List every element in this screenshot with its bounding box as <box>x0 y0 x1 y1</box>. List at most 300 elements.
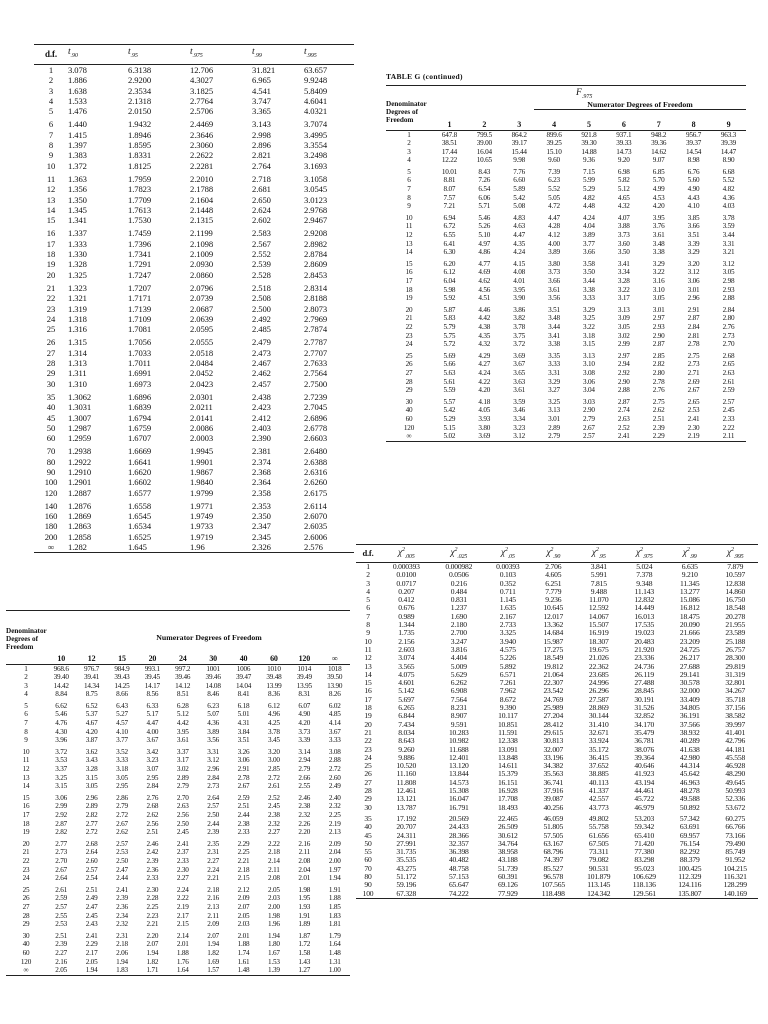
value-cell: 6.85 <box>652 167 665 176</box>
value-cell: 22.465 <box>497 813 518 823</box>
value-cell: 32.007 <box>543 744 564 754</box>
value-cell: 5.27 <box>116 710 128 719</box>
value-cell: 1.7171 <box>128 293 152 304</box>
value-cell: 2.11 <box>298 848 311 857</box>
value-cell: 6.43 <box>116 701 128 710</box>
df-cell: 28 <box>22 911 30 920</box>
value-cell: 2.6175 <box>304 487 328 498</box>
value-cell: 2.8982 <box>304 238 328 249</box>
value-cell: 2.61 <box>55 885 68 894</box>
value-cell: 2.79 <box>298 765 311 774</box>
value-cell: 1.635 <box>499 603 516 613</box>
value-cell: 11.070 <box>589 595 609 605</box>
value-cell: 3.43 <box>85 756 98 765</box>
value-cell: 2.72 <box>328 765 341 774</box>
value-cell: 32.801 <box>725 678 746 688</box>
value-cell: 18.307 <box>588 636 609 646</box>
value-cell: 10.851 <box>497 719 518 729</box>
df-cell: 20 <box>405 305 413 314</box>
value-cell: 2.07 <box>237 902 250 911</box>
value-cell: 2.764 <box>252 160 271 171</box>
value-cell: 2.1098 <box>190 238 214 249</box>
value-cell: 1.282 <box>68 542 87 553</box>
value-cell: 2.34 <box>116 911 128 920</box>
value-cell: 4.0321 <box>304 106 328 117</box>
value-cell: 3.05 <box>116 773 128 782</box>
value-cell: 1.372 <box>68 160 87 171</box>
value-cell: 6.965 <box>252 75 271 86</box>
value-cell: 1.440 <box>68 119 87 130</box>
df-cell: 18 <box>22 819 30 828</box>
value-cell: 18.548 <box>725 603 746 613</box>
table-row <box>386 257 746 269</box>
table-row <box>6 765 350 774</box>
value-cell: 10.283 <box>448 727 469 737</box>
value-cell: 2.57 <box>85 865 98 874</box>
value-cell: 3.05 <box>617 322 630 331</box>
value-cell: 2.33 <box>237 828 250 837</box>
value-cell: 2.896 <box>252 140 271 151</box>
value-cell: 10.117 <box>498 711 518 721</box>
value-cell: 7.815 <box>590 578 607 588</box>
value-cell: 2.17 <box>176 911 189 920</box>
value-cell: 2.32 <box>116 920 128 929</box>
value-cell: 1.96 <box>190 542 205 553</box>
value-cell: 27.587 <box>588 694 609 704</box>
value-cell: 3.25 <box>583 314 595 323</box>
value-cell: 2.5706 <box>190 106 214 117</box>
value-cell: 3.17 <box>617 294 630 303</box>
value-cell: 4.24 <box>478 368 491 377</box>
df-cell: 40 <box>46 402 56 413</box>
value-cell: 2.51 <box>237 802 250 811</box>
df-cell: ∞ <box>23 966 29 975</box>
value-cell: 2.88 <box>328 756 341 765</box>
value-cell: 2.19 <box>687 432 700 441</box>
table-row <box>34 498 354 511</box>
value-cell: 2.25 <box>328 811 341 819</box>
value-cell: 1.39 <box>268 966 280 975</box>
value-cell: 2.78 <box>687 340 700 349</box>
value-cell: 6.41 <box>443 239 456 248</box>
value-cell: 3.074 <box>398 653 415 663</box>
df-cell: 16 <box>364 686 372 696</box>
value-cell: 3.45 <box>268 736 280 745</box>
value-cell: 28.412 <box>543 719 564 729</box>
value-cell: 2.6260 <box>304 477 328 488</box>
value-cell: 1.9733 <box>190 521 214 532</box>
value-cell: 2.89 <box>85 802 98 811</box>
value-cell: 1.64 <box>176 966 189 975</box>
df-cell: 4 <box>24 690 28 699</box>
table-row <box>34 116 354 129</box>
value-cell: 0.484 <box>450 586 467 596</box>
value-cell: 2.31 <box>207 848 220 857</box>
value-cell: 3.96 <box>55 736 68 745</box>
value-cell: 1.6669 <box>128 446 152 457</box>
table-row <box>34 106 354 116</box>
value-cell: 35.172 <box>588 744 609 754</box>
value-cell: 3.16 <box>652 277 665 285</box>
value-cell: 2.22 <box>722 423 735 432</box>
value-cell: 2.52 <box>268 793 280 802</box>
value-cell: 6.28 <box>176 701 189 710</box>
df-cell: 50 <box>46 422 56 433</box>
numerator-col-header: ∞ <box>332 653 338 663</box>
value-cell: 7.779 <box>545 586 562 596</box>
value-cell: 2.21 <box>237 856 250 865</box>
table-row <box>386 248 746 257</box>
value-cell: 0.216 <box>450 578 467 588</box>
value-cell: 5.08 <box>513 202 526 211</box>
value-cell: 4.20 <box>478 386 491 395</box>
df-cell: 60 <box>46 433 56 444</box>
value-cell: 2.87 <box>652 340 665 349</box>
value-cell: 3.38 <box>583 285 595 294</box>
value-cell: 88.379 <box>679 855 700 865</box>
value-cell: 2.706 <box>545 562 562 571</box>
value-cell: 3.60 <box>617 239 630 248</box>
df-cell: 17 <box>364 694 372 704</box>
value-cell: 2.57 <box>583 432 595 441</box>
table-row <box>6 756 350 765</box>
value-cell: 1.314 <box>68 347 87 358</box>
df-cell: 11 <box>22 756 30 765</box>
value-cell: 5.42 <box>443 406 456 415</box>
t-df-header: d.f. <box>44 49 58 60</box>
value-cell: 2.602 <box>252 215 271 226</box>
value-cell: 2.24 <box>207 865 220 874</box>
value-cell: 6.52 <box>85 701 98 710</box>
value-cell: 2.13 <box>328 828 341 837</box>
df-cell: 45 <box>364 830 372 840</box>
df-cell: 30 <box>46 378 56 389</box>
table-row <box>6 874 350 883</box>
value-cell: 2.04 <box>328 848 341 857</box>
value-cell: 3.078 <box>68 65 87 75</box>
value-cell: 14.73 <box>616 147 632 156</box>
value-cell: 3.66 <box>548 277 560 285</box>
value-cell: 4.63 <box>513 222 526 231</box>
value-cell: 90.531 <box>588 863 609 873</box>
value-cell: 2.64 <box>55 874 68 883</box>
value-cell: 2.05 <box>55 966 68 975</box>
value-cell: 5.37 <box>85 710 98 719</box>
value-cell: 1.363 <box>68 173 87 184</box>
value-cell: 4.27 <box>478 360 491 369</box>
value-cell: 8.672 <box>499 694 516 704</box>
value-cell: 11.160 <box>396 769 416 779</box>
value-cell: 1.7341 <box>128 249 152 260</box>
table-row <box>34 293 354 303</box>
table-row <box>34 249 354 259</box>
value-cell: 6.12 <box>443 268 456 277</box>
value-cell: 12.017 <box>543 611 564 621</box>
df-cell: 24 <box>46 313 56 324</box>
value-cell: 2.821 <box>252 150 271 161</box>
value-cell: 2.7239 <box>304 391 328 402</box>
value-cell: 2.423 <box>252 402 271 413</box>
value-cell: 35.563 <box>543 769 564 779</box>
df-cell: 22 <box>405 322 413 331</box>
value-cell: 6.20 <box>443 259 456 268</box>
value-cell: 39.46 <box>175 673 191 682</box>
value-cell: 2.508 <box>252 293 271 304</box>
df-cell: 2 <box>366 570 370 580</box>
value-cell: 4.15 <box>513 259 526 268</box>
value-cell: 3.59 <box>722 222 735 231</box>
value-cell: 2.43 <box>85 920 98 929</box>
table-row <box>386 303 746 315</box>
chi-table-body <box>356 563 758 899</box>
value-cell: 1.72 <box>298 940 311 949</box>
value-cell: 26.757 <box>725 644 746 654</box>
value-cell: 39.30 <box>581 139 597 148</box>
value-cell: 3.25 <box>548 397 560 406</box>
numerator-col-header: 7 <box>656 120 661 130</box>
value-cell: 2.39 <box>55 940 68 949</box>
df-cell: 1 <box>407 130 411 139</box>
value-cell: 1.27 <box>298 966 311 975</box>
table-row <box>34 433 354 443</box>
value-cell: 44.181 <box>725 744 746 754</box>
value-cell: 79.082 <box>588 855 609 865</box>
value-cell: 1.6839 <box>128 402 152 413</box>
value-cell: 39.087 <box>543 794 564 804</box>
value-cell: 3.53 <box>55 756 68 765</box>
table-row <box>6 673 350 682</box>
value-cell: 2.11 <box>722 432 735 441</box>
value-cell: 63.167 <box>543 838 564 848</box>
table-row <box>6 690 350 699</box>
value-cell: 3.89 <box>207 727 220 736</box>
table-row <box>386 176 746 185</box>
df-cell: 2 <box>407 139 411 148</box>
value-cell: 2.20 <box>298 828 311 837</box>
value-cell: 73.311 <box>589 847 609 857</box>
value-cell: 2.60 <box>328 773 341 782</box>
df-cell: 3 <box>24 681 28 690</box>
value-cell: 2.718 <box>252 173 271 184</box>
f-table-left <box>6 653 350 976</box>
value-cell: 77.380 <box>634 847 655 857</box>
value-cell: 3.1058 <box>304 173 328 184</box>
value-cell: 2.18 <box>207 885 220 894</box>
value-cell: 4.25 <box>268 719 280 728</box>
table-row <box>34 130 354 140</box>
value-cell: 3.95 <box>176 727 189 736</box>
value-cell: 21.026 <box>588 653 609 663</box>
table-row <box>34 65 354 76</box>
value-cell: 39.41 <box>83 673 100 682</box>
value-cell: 2.85 <box>652 351 665 360</box>
value-cell: 4.10 <box>116 727 128 736</box>
value-cell: 2.49 <box>328 782 341 791</box>
value-cell: 1.8331 <box>128 150 152 161</box>
value-cell: 3.38 <box>652 248 665 257</box>
value-cell: 13.787 <box>396 802 417 812</box>
value-cell: 3.34 <box>513 414 526 423</box>
df-cell: 18 <box>364 703 372 713</box>
value-cell: 14.88 <box>581 147 597 156</box>
value-cell: 3.73 <box>617 231 630 240</box>
value-cell: 2.583 <box>252 228 271 239</box>
value-cell: 2.61 <box>268 782 280 791</box>
df-cell: 19 <box>364 711 372 721</box>
table-row <box>34 96 354 106</box>
value-cell: 2.68 <box>146 802 159 811</box>
df-cell: 14 <box>46 204 56 215</box>
value-cell: 2.72 <box>85 828 98 837</box>
t-table-header <box>34 45 354 65</box>
value-cell: 3.21 <box>722 248 735 257</box>
df-cell: 12 <box>405 231 413 240</box>
value-cell: 4.97 <box>478 239 491 248</box>
value-cell: 17.192 <box>396 813 417 823</box>
value-cell: 3.82 <box>513 314 526 323</box>
value-cell: 2.82 <box>85 811 98 819</box>
value-cell: 976.7 <box>83 664 100 673</box>
df-cell: 70 <box>364 863 372 873</box>
value-cell: 3.325 <box>499 628 516 638</box>
value-cell: 6.23 <box>207 701 220 710</box>
value-cell: 14.067 <box>588 611 609 621</box>
value-cell: 44.461 <box>634 786 655 796</box>
value-cell: 1.93 <box>298 902 311 911</box>
f-left-body <box>6 664 350 975</box>
table-row <box>34 304 354 314</box>
value-cell: 2.0930 <box>190 259 214 270</box>
value-cell: 2.2010 <box>190 173 214 184</box>
value-cell: 28.869 <box>588 703 609 713</box>
value-cell: 14.42 <box>53 681 69 690</box>
value-cell: 74.397 <box>543 855 564 865</box>
value-cell: 5.12 <box>617 185 630 194</box>
table-row <box>6 894 350 903</box>
value-cell: 21.666 <box>679 628 700 638</box>
value-cell: 3.31 <box>722 239 735 248</box>
value-cell: 4.575 <box>499 644 516 654</box>
df-col-header <box>6 653 46 664</box>
value-cell: 2.6070 <box>304 511 328 522</box>
value-cell: 2.84 <box>207 773 220 782</box>
value-cell: 4.18 <box>478 397 491 406</box>
value-cell: 1.69 <box>207 957 220 966</box>
value-cell: 2.0301 <box>190 391 214 402</box>
f-right-header <box>386 85 746 124</box>
df-cell: 55 <box>364 847 372 857</box>
value-cell: 16.919 <box>588 628 609 638</box>
df-cell: 45 <box>46 412 56 423</box>
numerator-col-header: 15 <box>118 653 126 663</box>
value-cell: 3.89 <box>548 248 560 257</box>
value-cell: 7.39 <box>548 167 560 176</box>
value-cell: 1.6602 <box>128 477 152 488</box>
table-row <box>386 386 746 395</box>
value-cell: 2.99 <box>55 802 68 811</box>
value-cell: 2.95 <box>116 782 128 791</box>
value-cell: 73.166 <box>725 830 746 840</box>
value-cell: 57.153 <box>448 871 469 881</box>
value-cell: 5.92 <box>443 294 456 303</box>
df-cell: 23 <box>405 331 413 340</box>
value-cell: 85.527 <box>543 863 564 873</box>
value-cell: 13.99 <box>266 681 282 690</box>
value-cell: 2.79 <box>176 782 189 791</box>
value-cell: 40.289 <box>679 736 700 746</box>
table-row <box>386 432 746 441</box>
value-cell: 0.103 <box>499 570 516 580</box>
value-cell: 2.49 <box>85 894 98 903</box>
value-cell: 2.180 <box>450 620 467 630</box>
value-cell: 2.00 <box>268 902 280 911</box>
value-cell: 2.01 <box>237 931 250 940</box>
value-cell: 1.2910 <box>68 466 92 477</box>
value-cell: 2.61 <box>722 377 735 386</box>
value-cell: 31.410 <box>588 719 609 729</box>
value-cell: 39.17 <box>511 139 527 148</box>
df-cell: 1 <box>366 562 370 571</box>
value-cell: 3.747 <box>252 95 271 106</box>
value-cell: 6.33 <box>146 701 159 710</box>
value-cell: 2.518 <box>252 282 271 293</box>
value-cell: 1.82 <box>207 948 220 957</box>
value-cell: 3.67 <box>146 736 159 745</box>
value-cell: 101.879 <box>587 871 611 881</box>
value-cell: 3.78 <box>722 213 735 222</box>
value-cell: 5.66 <box>443 360 456 369</box>
value-cell: 2.7564 <box>304 368 328 379</box>
value-cell: 39.49 <box>296 673 312 682</box>
value-cell: 2.67 <box>116 819 128 828</box>
value-cell: 3.15 <box>55 782 68 791</box>
value-cell: 5.17 <box>146 710 159 719</box>
value-cell: 5.63 <box>443 368 456 377</box>
value-cell: 12.338 <box>497 736 518 746</box>
value-cell: 1.2922 <box>68 456 92 467</box>
df-cell: 21 <box>364 727 372 737</box>
df-cell: 26 <box>46 337 56 348</box>
value-cell: 1.81 <box>328 920 341 929</box>
value-cell: 1.333 <box>68 238 87 249</box>
value-cell: 1.6794 <box>128 412 152 423</box>
value-cell: 32.671 <box>588 727 609 737</box>
value-cell: 3.63 <box>513 377 526 386</box>
table-row <box>386 202 746 211</box>
value-cell: 3.84 <box>237 727 250 736</box>
table-row <box>386 148 746 157</box>
value-cell: 19.812 <box>543 661 564 671</box>
value-cell: 4.56 <box>478 285 491 294</box>
value-cell: 3.06 <box>583 377 595 386</box>
value-cell: 2.358 <box>252 487 271 498</box>
df-cell: 13 <box>405 239 413 248</box>
value-cell: 2.68 <box>85 839 98 848</box>
value-cell: 76.154 <box>679 838 700 848</box>
value-cell: 39.364 <box>634 752 655 762</box>
value-cell: 1.7530 <box>128 215 152 226</box>
value-cell: 135.807 <box>678 888 702 898</box>
value-cell: 39.46 <box>205 673 221 682</box>
value-cell: 2.92 <box>55 811 68 819</box>
value-cell: 2.22 <box>176 894 189 903</box>
value-cell: 2.7764 <box>190 95 214 106</box>
value-cell: 2.50 <box>176 819 189 828</box>
table-row <box>386 268 746 277</box>
t-col-header: $t_{.99}$ <box>252 47 262 60</box>
value-cell: 1.85 <box>328 902 341 911</box>
value-cell: 30.144 <box>588 711 609 721</box>
